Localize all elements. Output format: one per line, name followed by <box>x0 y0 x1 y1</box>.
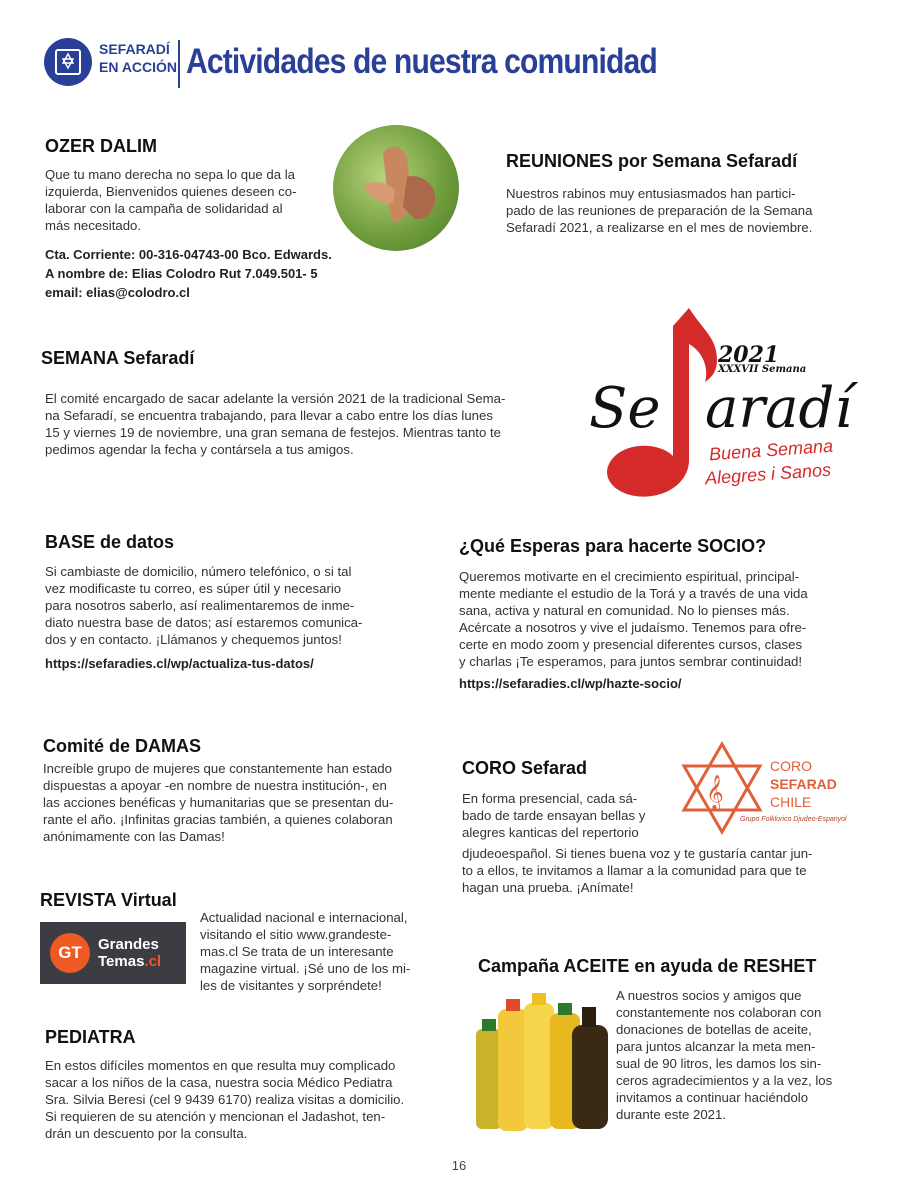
socio-heading: ¿Qué Esperas para hacerte SOCIO? <box>459 536 767 556</box>
coro-body-narrow: En forma presencial, cada sá- bado de tarde ensayan bellas y alegres kanticas del repertorio <box>462 791 646 840</box>
revista-body: Actualidad nacional e internacional, visitando el sitio www.grandeste- mas.cl Se trata de un interesante magazine virtual. ¡Sé uno de los mi- les de visitantes y sorpréndete! <box>200 910 411 993</box>
reuniones-body: Nuestros rabinos muy entusiasmados han partici- pado de las reuniones de preparación de la Semana Sefaradí 2021, a realizarse en el mes de noviembre. <box>506 186 813 235</box>
base-body: Si cambiaste de domicilio, número telefónico, o si tal vez modificaste tu correo, es súper útil y necesario para nosotros saberlo, así realimentaremos de inme- diato nuestra base de datos; así estaremos comunica- dos y en contacto. ¡Llámanos y chequemos juntos! <box>45 564 363 647</box>
semana-sefaradi-logo: 2021 XXXVII Semana Se aradí Buena Semana Alegres i Sanos <box>585 306 855 506</box>
damas-heading: Comité de DAMAS <box>43 736 202 756</box>
ozer-body: Que tu mano derecha no sepa lo que da la izquierda, Bienvenidos quienes deseen co- laborar con la campaña de solidaridad al más necesitado. <box>45 167 297 233</box>
base-link[interactable]: https://sefaradies.cl/wp/actualiza-tus-datos/ <box>45 656 314 671</box>
grandes-temas-logo: GT Grandes Temas.cl <box>40 922 186 984</box>
socio-link[interactable]: https://sefaradies.cl/wp/hazte-socio/ <box>459 676 682 691</box>
pediatra-body: En estos difíciles momentos en que resulta muy complicado sacar a los niños de la casa, nuestra socia Médico Pediatra Sra. Silvia Beresi (cel 9 9439 6170) realiza visitas a domicilio. Si requieren de su atención y mencionan el Jadashot, ten- drán un descuento por la consulta. <box>45 1058 405 1141</box>
page-title: Actividades de nuestra comunidad <box>186 42 657 81</box>
semana-body: El comité encargado de sacar adelante la versión 2021 de la tradicional Sema- na Sefaradí, se encuentra trabajando, para llevar a cabo entre los días lunes 15 y viernes 19 de noviembre, una gran semana de festejos. Mientras tanto te pedimos agendar la fecha y contársela a tus amigos. <box>45 391 506 457</box>
oil-bottles-image <box>470 985 614 1133</box>
aceite-body: A nuestros socios y amigos que constantemente nos colaboran con donaciones de botellas de aceite, para juntos alcanzar la meta men- sual de 90 litros, les damos los sin- ceros agradecimientos y a la vez, los invitamos a continuar haciéndolo durante este 2021. <box>616 988 833 1122</box>
revista-heading: REVISTA Virtual <box>40 890 177 910</box>
base-heading: BASE de datos <box>45 532 175 552</box>
coro-sefarad-logo: 𝄞 CORO SEFARAD CHILE Grupo Folklorico Djudeo-Espanyol <box>676 740 858 838</box>
coro-heading: CORO Sefarad <box>462 758 588 778</box>
hands-photo <box>333 125 459 251</box>
coro-body-wide: djudeoespañol. Si tienes buena voz y te gustaría cantar jun- to a ellos, te invitamos a llamar a la comunidad para que te hagan una prueba. ¡Anímate! <box>462 846 813 895</box>
page-number: 16 <box>451 1158 467 1173</box>
socio-body: Queremos motivarte en el crecimiento espiritual, principal- mente mediante el estudio de la Torá y a través de una vida sana, activa y natural en comunidad. No lo pienses más. Acércate a nosotros y vive el judaísmo. Tenemos para ofre- certe en modo zoom y presencial diferentes cursos, clases y charlas ¡Te esperamos, para juntos sembrar continuidad! <box>459 569 808 669</box>
ozer-account-info: Cta. Corriente: 00-316-04743-00 Bco. Edwards. A nombre de: Elias Colodro Rut 7.049.501- 5 email: elias@colodro.cl <box>45 247 332 300</box>
damas-body: Increíble grupo de mujeres que constantemente han estado dispuestas a apoyar -en nombre de nuestra institución-, en las acciones benéficas y humanitarias que se presentan du- rante el año. ¡Infinitas gracias también, a quienes colaboran anónimamente con las Damas! <box>43 761 394 844</box>
section-kicker: SEFARADÍ EN ACCIÓN <box>99 41 178 75</box>
reuniones-heading: REUNIONES por Semana Sefaradí <box>506 151 798 171</box>
torah-book-icon <box>44 38 92 86</box>
ozer-heading: OZER DALIM <box>45 136 157 156</box>
header-divider <box>178 40 180 88</box>
semana-heading: SEMANA Sefaradí <box>41 348 195 368</box>
aceite-heading: Campaña ACEITE en ayuda de RESHET <box>478 956 817 976</box>
svg-text:𝄞: 𝄞 <box>706 775 724 810</box>
pediatra-heading: PEDIATRA <box>45 1027 136 1047</box>
